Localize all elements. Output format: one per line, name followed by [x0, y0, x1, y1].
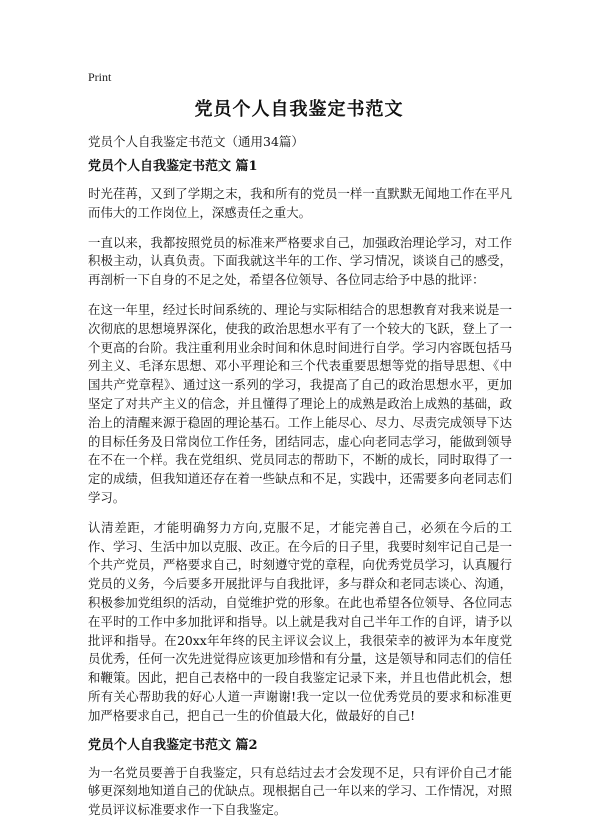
paragraph: 时光荏苒，又到了学期之末，我和所有的党员一样一直默默无闻地工作在平凡而伟大的工作岗位上，深感责任之重大。 — [88, 186, 512, 220]
document-title: 党员个人自我鉴定书范文 — [194, 99, 404, 120]
paragraph: 一直以来，我都按照党员的标准来严格要求自己，加强政治理论学习，对工作积极主动，认真负责。下面我就这半年的工作、学习情况，谈谈自己的感受，再剖析一下自身的不足之处，希望各位领导、各位同志给予中恳的批评： — [88, 234, 512, 288]
paragraph: 为一名党员要善于自我鉴定，只有总结过去才会发现不足，只有评价自己才能够更深刻地知道自己的优缺点。现根据自己一年以来的学习、工作情况，对照党员评议标准要求作一下自我鉴定。 — [88, 764, 512, 818]
paragraph: 认清差距，才能明确努力方向,克服不足，才能完善自己，必须在今后的工作、学习、生活中加以克服、改正。在今后的日子里，我要时刻牢记自己是一个共产党员，严格要求自己，时刻遵守党的章程，向优秀党员学习，认真履行党员的义务，今后要多开展批评与自我批评，多与群众和老同志谈心、沟通，积极参加党组织的活动，自觉维护党的形象。在此也希望各位领导、各位同志在平时的工作中多加批评和指导。以上就是我对自己半年工作的自评，请予以批评和指导。在20xx年年终的民主评议会议上，我很荣幸的被评为本年度党员优秀，任何一次先进觉得应该更加珍惜和有分量，这是领导和同志们的信任和鞭策。因此，把自己表格中的一段自我鉴定记录下来，并且也借此机会，想所有关心帮助我的好心人道一声谢谢!我一定以一位优秀党员的要求和标准更加严格要求自己，把自己一生的价值最大化，做最好的自己! — [88, 519, 512, 723]
print-link[interactable]: Print — [88, 70, 112, 84]
document-body — [88, 158, 512, 831]
section-heading: 党员个人自我鉴定书范文 篇2 — [88, 737, 258, 753]
document-subtitle: 党员个人自我鉴定书范文（通用34篇） — [88, 134, 304, 149]
paragraph: 在这一年里，经过长时间系统的、理论与实际相结合的思想教育对我来说是一次彻底的思想境界深化，使我的政治思想水平有了一个较大的飞跃，登上了一个更高的台阶。我注重利用业余时间和休息时间进行自学。学习内容既包括马列主义、毛泽东思想、邓小平理论和三个代表重要思想等党的指导思想、《中国共产党章程》、通过这一系列的学习，我提高了自己的政治思想水平，更加坚定了对共产主义的信念，并且懂得了理论上的成熟是政治上成熟的基础，政治上的清醒来源于稳固的理论基石。工作上能尽心、尽力、尽责完成领导下达的目标任务及日常岗位工作任务，团结同志，虚心向老同志学习，能做到领导在不在一个样。我在党组织、党员同志的帮助下，不断的成长，同时取得了一定的成绩，但我知道还存在着一些缺点和不足，实践中，还需要多向老同志们学习。 — [88, 301, 512, 505]
section-heading: 党员个人自我鉴定书范文 篇1 — [88, 159, 258, 174]
